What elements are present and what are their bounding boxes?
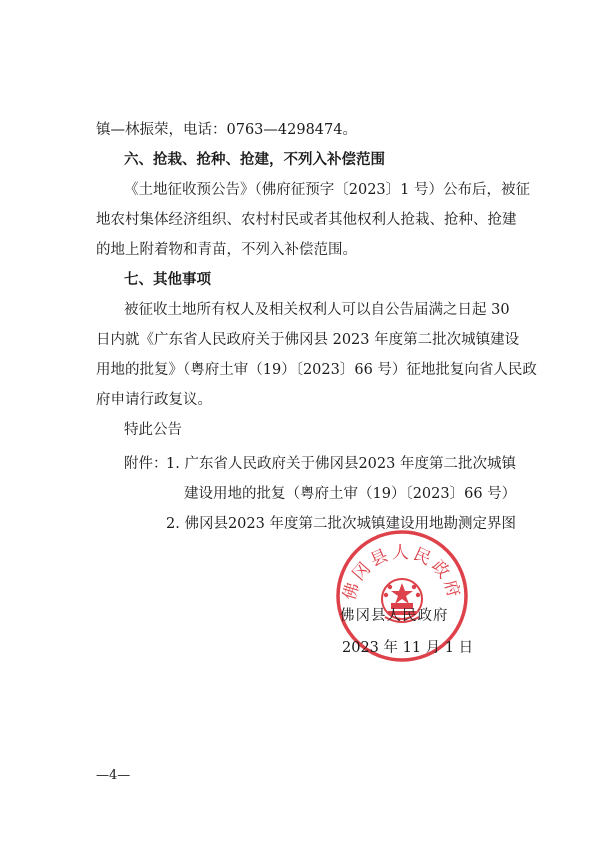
section6-line-2: 地农村集体经济组织、农村村民或者其他权利人抢栽、抢种、抢建 xyxy=(96,212,517,228)
section7-line-2: 日内就《广东省人民政府关于佛冈县 2023 年度第二批次城镇建设 xyxy=(96,332,520,348)
signature-org: 佛冈县人民政府 xyxy=(340,608,449,624)
attachment-2: 2. 佛冈县2023 年度第二批次城镇建设用地勘测定界图 xyxy=(166,516,516,532)
signature-date: 2023 年 11 月 1 日 xyxy=(342,640,474,656)
section6-line-3: 的地上附着物和青苗，不列入补偿范围。 xyxy=(96,242,357,258)
seal-text: 佛冈县人民政府 xyxy=(339,543,465,603)
contact-line: 镇—林振荣，电话：0763—4298474。 xyxy=(96,122,357,138)
closing-text: 特此公告 xyxy=(124,422,182,438)
page-number: —4— xyxy=(96,768,131,783)
section6-heading: 六、抢栽、抢种、抢建，不列入补偿范围 xyxy=(124,152,385,168)
section7-line-1: 被征收土地所有权人及相关权利人可以自公告届满之日起 30 xyxy=(124,302,510,318)
section7-line-3: 用地的批复》（粤府土审（19）〔2023〕66 号）征地批复向省人民政 xyxy=(96,362,537,378)
attachments-label: 附件： xyxy=(124,456,168,472)
attachment-1-line-1: 1. 广东省人民政府关于佛冈县2023 年度第二批次城镇 xyxy=(166,456,516,472)
attachment-1-line-2: 建设用地的批复（粤府土审（19）〔2023〕66 号） xyxy=(184,486,517,502)
section7-line-4: 府申请行政复议。 xyxy=(96,392,212,408)
section7-heading: 七、其他事项 xyxy=(124,272,211,288)
section6-line-1: 《土地征收预公告》（佛府征预字〔2023〕1 号）公布后，被征 xyxy=(124,182,530,198)
